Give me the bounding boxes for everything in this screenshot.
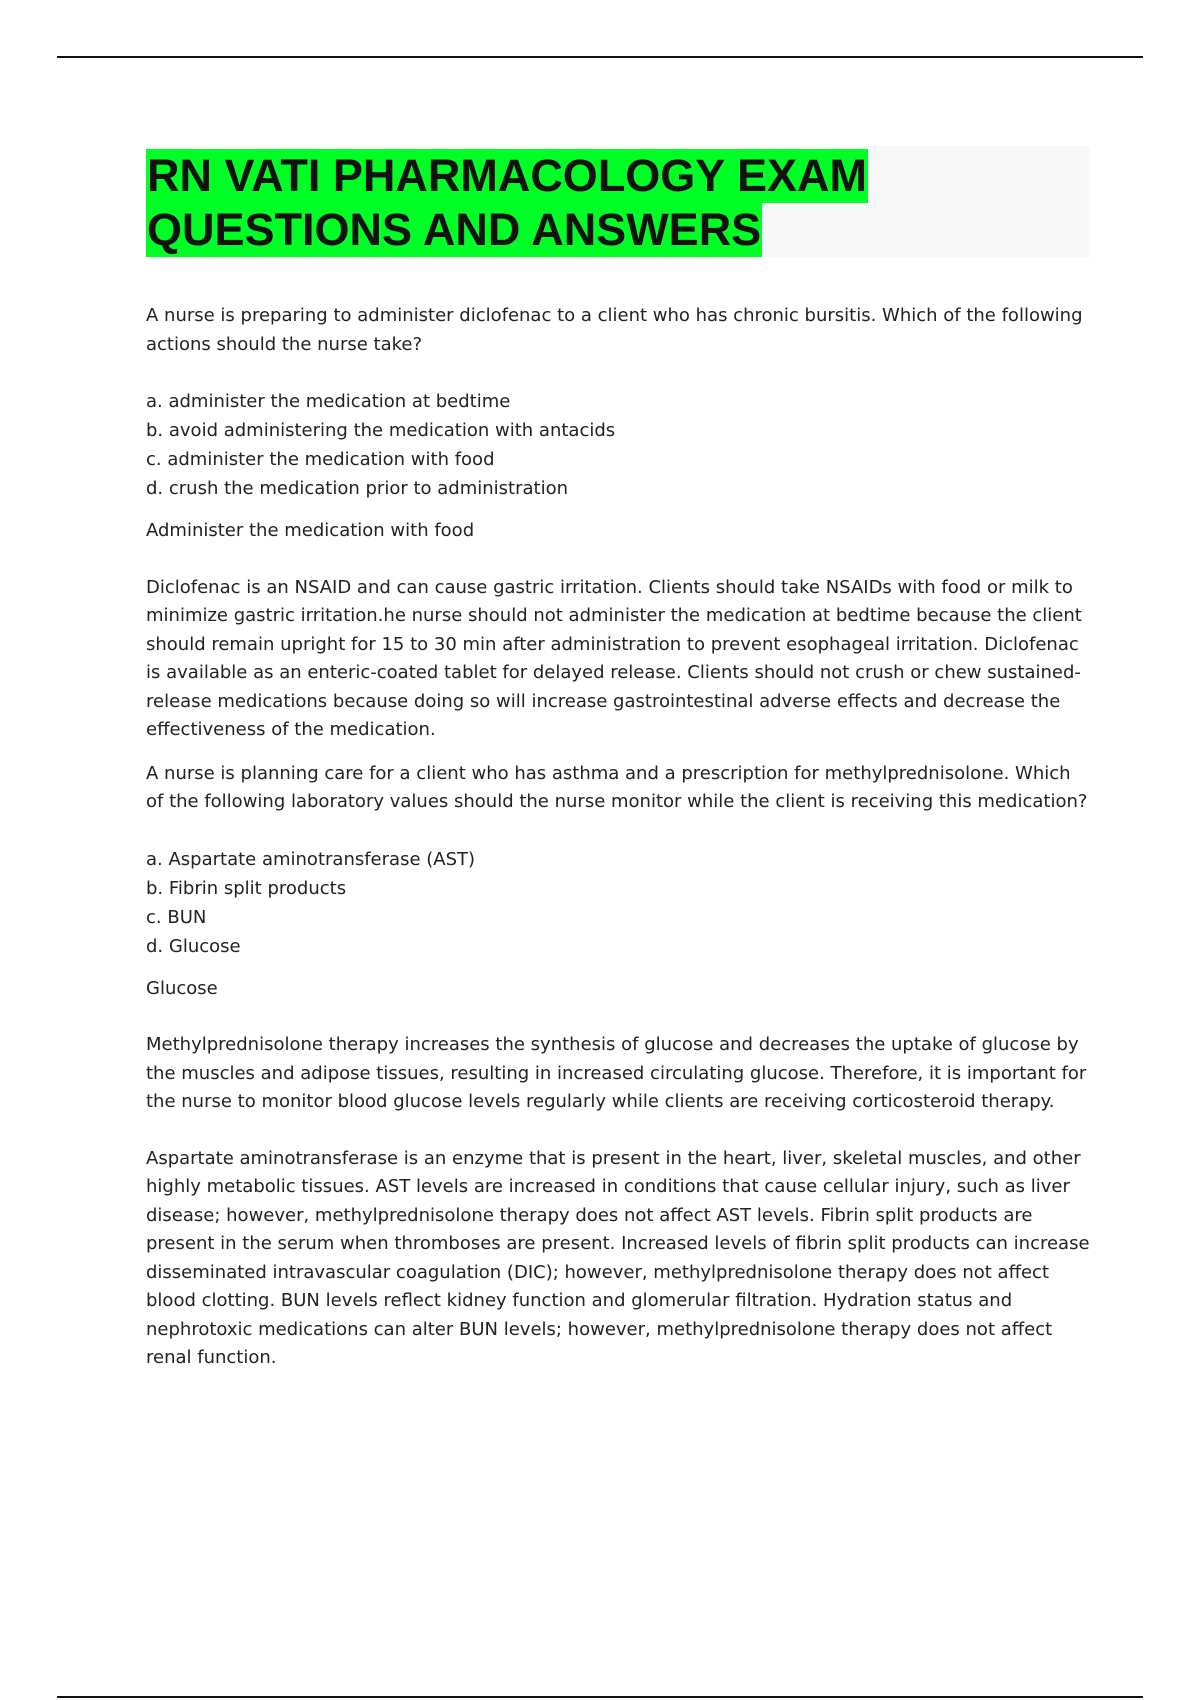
question-2-rationale-1: Methylprednisolone therapy increases the synthesis of glucose and decreases the uptake of glucose by the muscles and adipose tissues, resulting in increased circulating glucose. Therefore, it is important for the nurse to monitor blood glucose levels regularly while clients are receiving corticosteroid therapy. <box>146 1034 1087 1112</box>
question-1-option-c: c. administer the medication with food <box>146 449 495 470</box>
question-1-text: A nurse is preparing to administer diclofenac to a client who has chronic bursitis. Which of the following actions should the nurse take? <box>146 305 1083 355</box>
document-body <box>146 302 1090 1373</box>
question-2-options <box>146 845 1090 961</box>
question-1-answer: Administer the medication with food <box>146 520 475 541</box>
document-title-line-2: QUESTIONS AND ANSWERS <box>147 204 762 255</box>
document-page <box>146 146 1090 1373</box>
question-2-option-b: b. Fibrin split products <box>146 877 347 899</box>
question-2-option-d: d. Glucose <box>146 935 241 957</box>
question-2-text: A nurse is planning care for a client who has asthma and a prescription for methylprednisolone. Which of the following laboratory values should the nurse monitor while the client is receiving this medication? <box>146 762 1088 812</box>
header-rule <box>57 56 1143 58</box>
question-2-option-c: c. BUN <box>146 906 207 928</box>
question-1-option-b: b. avoid administering the medication with antacids <box>146 420 616 441</box>
question-2-rationale-2: Aspartate aminotransferase is an enzyme that is present in the heart, liver, skeletal muscles, and other highly metabolic tissues. AST levels are increased in conditions that cause cellular injury, such as liver disease; however, methylprednisolone therapy does not affect AST levels. Fibrin split products are present in the serum when thromboses are present. Increased levels of fibrin split products can increase disseminated intravascular coagulation (DIC); however, methylprednisolone therapy does not affect blood clotting. BUN levels reflect kidney function and glomerular filtration. Hydration status and nephrotoxic medications can alter BUN levels; however, methylprednisolone therapy does not affect renal function. <box>146 1147 1090 1368</box>
question-1-option-d: d. crush the medication prior to administration <box>146 478 569 499</box>
question-1-options <box>146 387 1090 503</box>
question-1-option-a: a. administer the medication at bedtime <box>146 391 511 412</box>
footer-rule <box>57 1696 1143 1698</box>
question-2-answer: Glucose <box>146 977 218 999</box>
document-title-line-1: RN VATI PHARMACOLOGY EXAM <box>147 150 868 201</box>
title-block <box>146 146 1090 257</box>
question-1-rationale: Diclofenac is an NSAID and can cause gastric irritation. Clients should take NSAIDs with food or milk to minimize gastric irritation.he nurse should not administer the medication at bedtime because the client should remain upright for 15 to 30 min after administration to prevent esophageal irritation. Diclofenac is available as an enteric-coated tablet for delayed release. Clients should not crush or chew sustained-release medications because doing so will increase gastrointestinal adverse effects and decrease the effectiveness of the medication. <box>146 576 1082 740</box>
question-2-option-a: a. Aspartate aminotransferase (AST) <box>146 848 476 870</box>
